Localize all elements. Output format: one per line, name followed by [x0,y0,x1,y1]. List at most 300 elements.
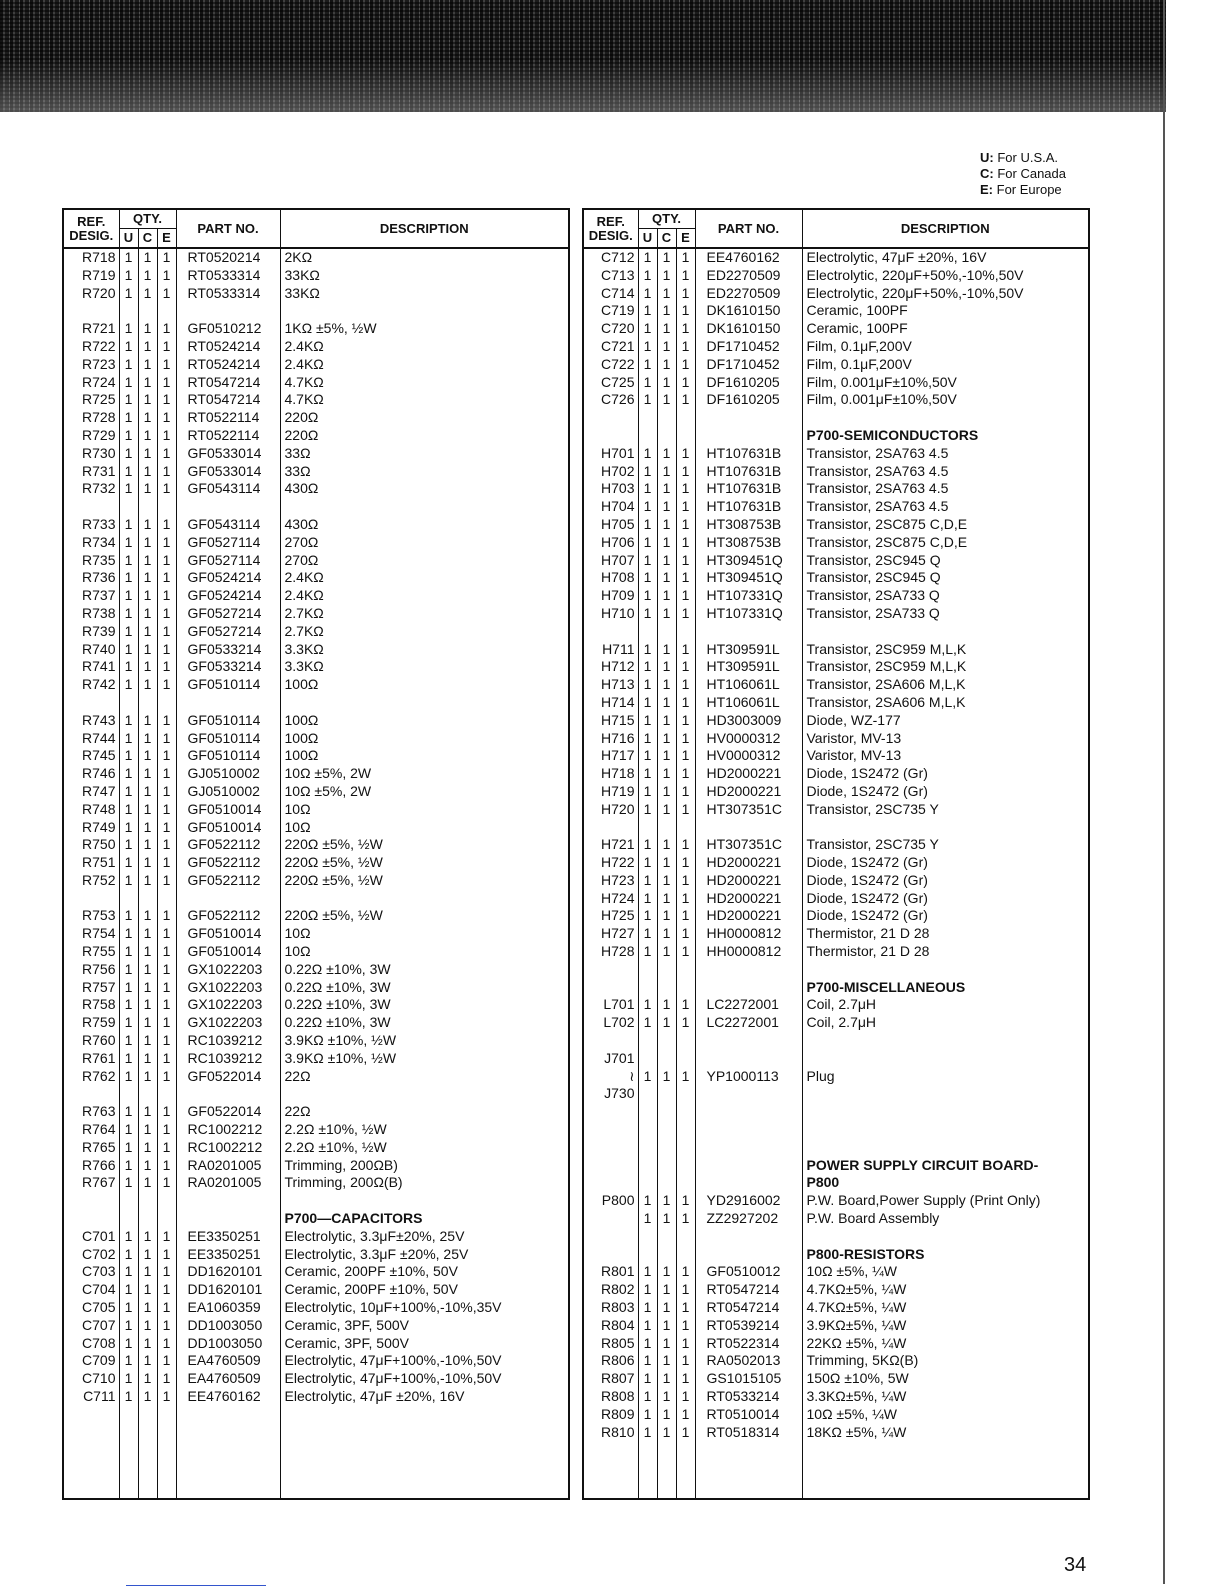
description-cell: Thermistor, 21 D 28 [806,943,930,960]
part-row [583,925,1089,943]
part-row [63,1388,569,1406]
part-row [583,445,1089,463]
qty-e-cell: 1 [676,267,695,285]
qty-u-cell: 1 [638,1424,657,1442]
empty-cell [676,1441,695,1499]
qty-c-cell: 1 [138,996,157,1014]
ref-desig-cell: C714 [583,285,638,303]
ref-desig-cell: H714 [583,694,638,712]
part-row [583,854,1089,872]
ref-desig-cell: R742 [63,676,119,694]
qty-c-cell: 1 [138,587,157,605]
qty-u-cell: 1 [638,1192,657,1210]
qty-u-cell [638,1085,657,1103]
qty-u-cell: 1 [638,374,657,392]
ref-desig-cell: R745 [63,747,119,765]
qty-u-cell: 1 [638,783,657,801]
part-row [63,409,569,427]
qty-e-cell: 1 [676,854,695,872]
qty-c-cell: 1 [657,801,676,819]
ref-desig-cell: H724 [583,890,638,908]
qty-e-cell: 1 [676,463,695,481]
part-no-cell: RT0533214 [695,1388,802,1406]
description-cell: Diode, WZ-177 [806,711,901,728]
empty-cell [583,1228,638,1246]
qty-e-cell: 1 [157,1139,176,1157]
description-cell: 10Ω ±5%, ¼W [806,1263,898,1280]
qty-c-cell: 1 [657,1317,676,1335]
empty-cell [657,819,676,837]
qty-e-cell: 1 [157,1335,176,1353]
qty-c-cell: 1 [657,516,676,534]
qty-u-cell: 1 [119,356,138,374]
qty-u-cell: 1 [638,285,657,303]
qty-u-cell: 1 [119,979,138,997]
qty-c-cell: 1 [138,730,157,748]
qty-u-cell: 1 [638,907,657,925]
part-row [63,338,569,356]
part-no-cell: RC1039212 [176,1032,280,1050]
qty-c-cell [657,1246,676,1264]
spacer-row [583,961,1089,979]
qty-u-cell: 1 [119,623,138,641]
ref-desig-cell: R738 [63,605,119,623]
qty-u-cell: 1 [638,1317,657,1335]
ref-desig-cell: R746 [63,765,119,783]
ref-desig-cell: C726 [583,391,638,409]
ref-desig-cell: C722 [583,356,638,374]
qty-header: QTY. [638,209,695,229]
part-no-cell: RT0533314 [176,267,280,285]
part-no-cell: DK1610150 [695,302,802,320]
qty-u-cell: 1 [638,1014,657,1032]
qty-u-cell: 1 [119,641,138,659]
part-no-cell: GF0533214 [176,658,280,676]
empty-cell [63,498,119,516]
qty-c-cell: 1 [138,783,157,801]
empty-cell [157,694,176,712]
qty-u-cell: 1 [638,943,657,961]
page-number: 34 [1064,1554,1087,1576]
description-cell: 10Ω [284,943,311,960]
description-cell [802,1050,1089,1068]
part-row [583,1388,1089,1406]
part-row [583,1068,1089,1086]
part-no-cell: GF0522112 [176,872,280,890]
qty-u-cell: 1 [119,248,138,267]
qty-c-cell: 1 [657,552,676,570]
ref-desig-cell: R807 [583,1370,638,1388]
empty-cell [802,1032,1089,1050]
empty-cell [157,1192,176,1210]
part-row [63,979,569,997]
ref-cell [583,979,638,997]
empty-cell [280,694,569,712]
ref-desig-cell: R729 [63,427,119,445]
qty-c-cell: 1 [138,1370,157,1388]
part-row [63,480,569,498]
ref-desig-cell: R755 [63,943,119,961]
description-cell: 4.7KΩ±5%, ¼W [806,1299,907,1316]
qty-e-cell: 1 [157,783,176,801]
description-cell: Film, 0.001μF±10%,50V [806,373,957,390]
qty-e-cell: 1 [157,1228,176,1246]
empty-cell [695,1121,802,1139]
part-no-cell: HD2000221 [695,890,802,908]
qty-c-cell: 1 [138,872,157,890]
part-no-cell: GF0543114 [176,516,280,534]
empty-cell [138,302,157,320]
empty-cell [695,623,802,641]
description-cell: 430Ω [284,515,319,532]
empty-cell [280,302,569,320]
empty-cell [176,694,280,712]
description-cell: 4.7KΩ [284,373,324,390]
qty-c-cell: 1 [657,1299,676,1317]
part-row [63,1157,569,1175]
part-row [63,427,569,445]
part-no-cell: RC1002212 [176,1121,280,1139]
qty-u-cell: 1 [119,427,138,445]
qty-c-cell [657,427,676,445]
qty-c-cell: 1 [657,872,676,890]
qty-e-cell: 1 [157,801,176,819]
qty-u-cell: 1 [638,658,657,676]
qty-c-cell: 1 [657,730,676,748]
qty-c-cell: 1 [138,1032,157,1050]
qty-c-cell: 1 [138,1228,157,1246]
qty-c-cell: 1 [138,409,157,427]
qty-u-cell: 1 [119,961,138,979]
description-cell: 220Ω ±5%, ½W [284,836,383,853]
qty-e-cell: 1 [157,1157,176,1175]
part-no-cell: RA0502013 [695,1352,802,1370]
ref-desig-cell: H717 [583,747,638,765]
ref-desig-header: REF. DESIG. [63,209,119,248]
part-row [63,534,569,552]
empty-cell [676,1139,695,1157]
description-cell: Transistor, 2SC735 Y [806,800,939,817]
qty-u-cell: 1 [638,676,657,694]
empty-cell [138,1406,157,1499]
ref-desig-cell: H725 [583,907,638,925]
qty-c-cell: 1 [138,1139,157,1157]
part-row [583,534,1089,552]
qty-c-cell: 1 [657,1370,676,1388]
description-cell: Diode, 1S2472 (Gr) [806,854,928,871]
qty-u-cell: 1 [638,1299,657,1317]
qty-c-cell: 1 [138,925,157,943]
qty-c-cell: 1 [657,320,676,338]
qty-u-cell: 1 [119,569,138,587]
description-cell: 270Ω [284,551,319,568]
empty-cell [280,1406,569,1499]
part-row [583,1210,1089,1228]
part-row [63,907,569,925]
qty-u-cell: 1 [119,658,138,676]
empty-cell [638,1103,657,1121]
part-row [583,552,1089,570]
part-row [63,374,569,392]
qty-c-cell: 1 [138,569,157,587]
empty-cell [638,1121,657,1139]
qty-c-cell: 1 [138,1121,157,1139]
qty-e-cell: 1 [676,569,695,587]
part-row [63,676,569,694]
ref-desig-cell: H715 [583,712,638,730]
section-heading-row [583,1174,1089,1192]
qty-c-cell: 1 [138,427,157,445]
empty-cell [638,623,657,641]
empty-cell [802,961,1089,979]
section-heading-row [583,1246,1089,1264]
empty-cell [176,890,280,908]
part-row [583,1050,1089,1068]
qty-u-cell: 1 [119,1370,138,1388]
part-row [63,996,569,1014]
qty-c-cell: 1 [138,1335,157,1353]
description-cell: Electrolytic, 47μF+100%,-10%,50V [284,1370,502,1387]
part-row [583,498,1089,516]
empty-cell [802,1121,1089,1139]
qty-c-header: C [138,229,157,249]
part-row [63,356,569,374]
empty-cell [695,961,802,979]
qty-e-cell: 1 [157,979,176,997]
ref-desig-cell: R757 [63,979,119,997]
qty-e-cell: 1 [157,676,176,694]
qty-u-cell: 1 [638,890,657,908]
ref-desig-cell: R724 [63,374,119,392]
part-row [63,1032,569,1050]
description-cell: Transistor, 2SA763 4.5 [806,444,949,461]
qty-c-cell: 1 [657,747,676,765]
qty-c-header: C [657,229,676,249]
ref-desig-cell: P800 [583,1192,638,1210]
empty-cell [802,1103,1089,1121]
part-row [583,658,1089,676]
qty-u-cell: 1 [638,730,657,748]
qty-e-cell: 1 [157,409,176,427]
empty-cell [280,1085,569,1103]
part-row [63,552,569,570]
qty-c-cell: 1 [138,605,157,623]
qty-header: QTY. [119,209,176,229]
qty-u-cell: 1 [638,267,657,285]
description-cell: 3.3KΩ [284,658,324,675]
part-row [63,1121,569,1139]
ref-desig-cell: H708 [583,569,638,587]
qty-c-cell: 1 [138,1281,157,1299]
qty-u-cell: 1 [638,1370,657,1388]
qty-c-cell: 1 [657,534,676,552]
part-no-cell: GF0527114 [176,534,280,552]
qty-e-cell: 1 [676,338,695,356]
qty-e-cell: 1 [157,658,176,676]
part-no-cell: GF0522014 [176,1068,280,1086]
qty-c-cell: 1 [138,552,157,570]
qty-e-cell: 1 [157,1388,176,1406]
qty-e-cell [676,427,695,445]
part-row [63,1263,569,1281]
empty-cell [695,1103,802,1121]
qty-c-cell: 1 [657,783,676,801]
empty-cell [119,1192,138,1210]
ref-cell [63,1210,119,1228]
qty-u-cell: 1 [119,765,138,783]
spacer-row [583,1121,1089,1139]
empty-cell [657,1032,676,1050]
part-no-cell: HT309451Q [695,569,802,587]
qty-u-cell: 1 [119,730,138,748]
description-cell: Transistor, 2SA606 M,L,K [806,693,966,710]
part-no-cell [695,1050,802,1068]
qty-c-cell: 1 [657,658,676,676]
part-no-cell: RT0522114 [176,409,280,427]
description-cell: 0.22Ω ±10%, 3W [284,996,391,1013]
qty-c-cell: 1 [138,765,157,783]
qty-c-cell: 1 [657,694,676,712]
qty-e-cell: 1 [676,907,695,925]
qty-c-cell: 1 [657,445,676,463]
description-cell: 0.22Ω ±10%, 3W [284,960,391,977]
part-no-cell [695,1157,802,1175]
empty-cell [676,819,695,837]
qty-c-cell: 1 [138,391,157,409]
part-no-cell: HT307351C [695,836,802,854]
part-no-cell: DF1610205 [695,391,802,409]
description-cell: 3.3KΩ±5%, ¼W [806,1388,907,1404]
qty-e-cell: 1 [676,747,695,765]
part-no-cell: HT107631B [695,480,802,498]
qty-c-cell: 1 [138,961,157,979]
part-row [583,907,1089,925]
qty-c-cell: 1 [138,374,157,392]
part-row [63,1228,569,1246]
description-cell: 3.9KΩ ±10%, ½W [284,1049,397,1066]
description-cell: Ceramic, 3PF, 500V [284,1316,409,1333]
qty-e-cell: 1 [676,480,695,498]
part-row [583,480,1089,498]
part-row [583,1352,1089,1370]
part-no-cell: HT307351C [695,801,802,819]
qty-e-cell: 1 [157,285,176,303]
parts-table-left [62,208,570,1500]
empty-cell [657,1228,676,1246]
qty-u-cell: 1 [119,1263,138,1281]
spacer-row [583,623,1089,641]
part-row [583,694,1089,712]
ref-desig-cell: R753 [63,907,119,925]
part-row [583,605,1089,623]
part-no-cell [695,1085,802,1103]
description-cell: Transistor, 2SC959 M,L,K [806,658,967,675]
qty-u-cell [638,979,657,997]
description-cell: 220Ω [284,426,319,443]
part-no-cell: GF0522112 [176,836,280,854]
empty-cell [657,1103,676,1121]
qty-e-cell: 1 [157,1103,176,1121]
part-row [583,996,1089,1014]
description-cell: 10Ω ±5%, ¼W [806,1405,898,1422]
ref-desig-cell: C708 [63,1335,119,1353]
part-row [583,1192,1089,1210]
qty-u-cell: 1 [119,516,138,534]
qty-e-cell: 1 [157,427,176,445]
section-heading: P700-SEMICONDUCTORS [806,426,979,443]
qty-c-cell: 1 [657,1281,676,1299]
description-cell: 2.7KΩ [284,604,324,621]
qty-u-cell: 1 [119,480,138,498]
qty-u-cell: 1 [638,480,657,498]
qty-u-cell: 1 [638,498,657,516]
ref-desig-cell: ≀ [583,1068,638,1086]
qty-e-cell: 1 [157,1014,176,1032]
qty-u-cell [638,1050,657,1068]
qty-c-cell: 1 [138,248,157,267]
ref-desig-cell: H712 [583,658,638,676]
qty-e-cell: 1 [157,747,176,765]
legend-canada: C: For Canada [980,166,1066,181]
qty-u-cell: 1 [119,1317,138,1335]
part-no-cell: RA0201005 [176,1174,280,1192]
qty-u-cell: 1 [638,836,657,854]
spacer-row [63,498,569,516]
section-heading: P800 [806,1174,840,1191]
qty-e-cell: 1 [676,694,695,712]
description-cell: Transistor, 2SC959 M,L,K [806,640,967,657]
qty-u-cell: 1 [119,836,138,854]
qty-u-cell: 1 [119,1157,138,1175]
qty-e-cell: 1 [157,996,176,1014]
qty-e-cell: 1 [157,765,176,783]
part-row [63,1317,569,1335]
qty-u-cell: 1 [638,872,657,890]
description-cell: 33Ω [284,444,311,461]
qty-u-cell: 1 [119,747,138,765]
ref-desig-cell: R733 [63,516,119,534]
part-row [583,1085,1089,1103]
qty-e-cell: 1 [676,890,695,908]
qty-e-cell: 1 [157,463,176,481]
part-row [63,569,569,587]
part-no-cell: GF0524214 [176,587,280,605]
qty-c-cell: 1 [138,801,157,819]
ref-desig-cell: R748 [63,801,119,819]
ref-desig-cell: C707 [63,1317,119,1335]
description-cell: 1KΩ ±5%, ½W [284,320,377,337]
ref-desig-cell: L702 [583,1014,638,1032]
part-no-cell: HD2000221 [695,907,802,925]
part-no-cell: HD3003009 [695,712,802,730]
qty-u-cell: 1 [119,801,138,819]
qty-e-cell: 1 [157,569,176,587]
qty-c-cell: 1 [657,1352,676,1370]
ref-desig-cell: R740 [63,641,119,659]
part-no-cell: GF0510114 [176,747,280,765]
part-no-cell: HD2000221 [695,854,802,872]
part-no-cell: RC1039212 [176,1050,280,1068]
qty-u-cell: 1 [119,1352,138,1370]
qty-c-cell: 1 [138,516,157,534]
qty-e-cell: 1 [157,641,176,659]
part-row [63,1014,569,1032]
qty-e-cell: 1 [157,1174,176,1192]
qty-c-cell: 1 [657,1014,676,1032]
ref-desig-cell: R743 [63,712,119,730]
ref-desig-cell: H718 [583,765,638,783]
ref-desig-cell: C721 [583,338,638,356]
